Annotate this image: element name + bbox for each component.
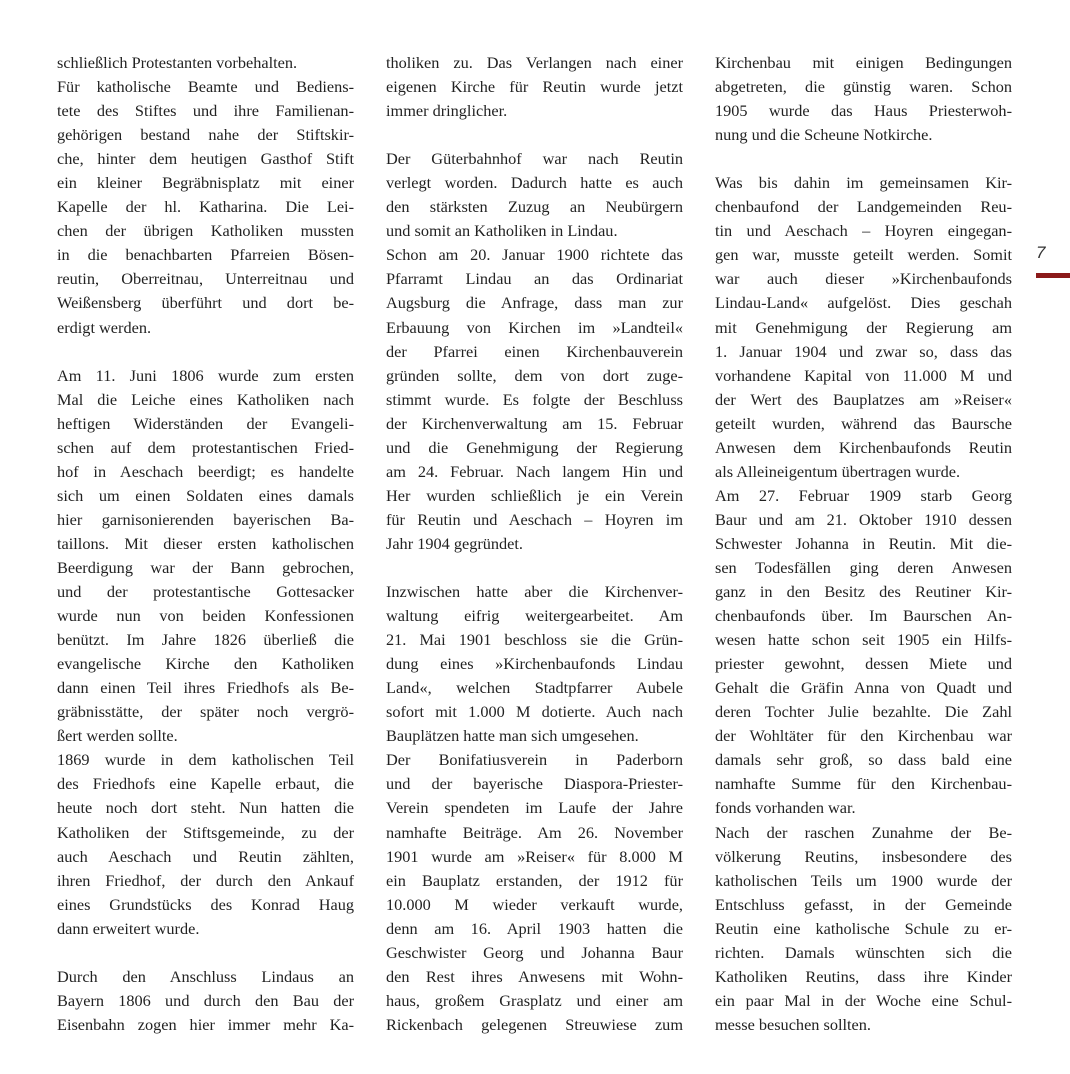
text-line: evangelische Kirche den Katholiken <box>57 654 354 674</box>
text-line: ßert werden sollte. <box>57 726 178 746</box>
text-line: eigenen Kirche für Reutin wurde jetzt <box>386 77 683 97</box>
text-line: Entschluss gefasst, in der Gemeinde <box>715 894 1012 914</box>
text-line: der Wohltäter für den Kirchenbau war <box>715 726 1012 746</box>
text-line: schen auf dem protestantischen Fried- <box>57 437 354 457</box>
page-marker-bar <box>1036 273 1070 278</box>
text-line: wurde nun von beiden Konfessionen <box>57 606 354 626</box>
text-line: Kapelle der hl. Katharina. Die Lei- <box>57 197 354 217</box>
text-line: ein kleiner Begräbnisplatz mit einer <box>57 173 354 193</box>
text-line: hier garnisonierenden bayerischen Ba- <box>57 509 354 529</box>
text-line: stimmt wurde. Es folgte der Beschluss <box>386 389 683 409</box>
text-line: tin und Aeschach – Hoyren eingegan- <box>715 221 1012 241</box>
text-line: Lindau-Land« aufgelöst. Dies geschah <box>715 293 1012 313</box>
text-line: Gehalt die Gräfin Anna von Quadt und <box>715 678 1012 698</box>
text-line: Jahr 1904 gegründet. <box>386 533 523 553</box>
text-line: Am 27. Februar 1909 starb Georg <box>715 485 1012 505</box>
text-line: erdigt werden. <box>57 317 152 337</box>
text-line: 21. Mai 1901 beschloss sie die Grün- <box>386 630 683 650</box>
text-line: Verein spendeten im Laufe der Jahre <box>386 798 683 818</box>
text-line: geteilt wurden, während das Baursche <box>715 413 1012 433</box>
text-line: 1905 wurde das Haus Priesterwoh- <box>715 101 1012 121</box>
text-line: Geschwister Georg und Johanna Baur <box>386 942 683 962</box>
text-line: tholiken zu. Das Verlangen nach einer <box>386 53 683 72</box>
text-line: 1. Januar 1904 und zwar so, dass das <box>715 341 1012 361</box>
text-line: damals sehr groß, so dass bald eine <box>715 750 1012 770</box>
text-line: Baur und am 21. Oktober 1910 dessen <box>715 509 1012 529</box>
text-line: Anwesen dem Kirchenbaufonds Reutin <box>715 437 1012 457</box>
text-line: dann erweitert wurde. <box>57 918 200 938</box>
text-line: Bauplätzen hatte man sich umgesehen. <box>386 726 639 746</box>
text-line: Der Güterbahnhof war nach Reutin <box>386 149 683 169</box>
text-line: der Wert des Bauplatzes am »Reiser« <box>715 389 1012 409</box>
text-line: waltung eifrig weitergearbeitet. Am <box>386 606 683 626</box>
text-line: Land«, welchen Stadtpfarrer Aubele <box>386 678 683 698</box>
text-line: namhafte Beiträge. Am 26. November <box>386 822 683 842</box>
text-line: Bayern 1806 und durch den Bau der <box>57 990 354 1010</box>
text-line: 1869 wurde in dem katholischen Teil <box>57 750 354 770</box>
text-line: fonds vorhanden war. <box>715 798 856 818</box>
text-line: Inzwischen hatte aber die Kirchenver- <box>386 582 683 602</box>
text-line: Der Bonifatiusverein in Paderborn <box>386 750 683 770</box>
paragraph-gap <box>57 941 354 965</box>
text-line: sich um einen Soldaten eines damals <box>57 485 354 505</box>
text-line: in die benachbarten Pfarreien Bösen- <box>57 245 354 265</box>
text-line: am 24. Februar. Nach langem Hin und <box>386 461 683 481</box>
text-line: chen der übrigen Katholiken mussten <box>57 221 354 241</box>
text-line: tete des Stiftes und ihre Familienan- <box>57 101 354 121</box>
text-line: eines Grundstücks des Konrad Haug <box>57 894 354 914</box>
text-line: hof in Aeschach beerdigt; es handelte <box>57 461 354 481</box>
text-line: und der protestantische Gottesacker <box>57 582 354 602</box>
text-line: dung eines »Kirchenbaufonds Lindau <box>386 654 683 674</box>
text-line: Beerdigung war der Bann gebrochen, <box>57 557 354 577</box>
text-line: der Kirchenverwaltung am 15. Februar <box>386 413 683 433</box>
text-line: für Reutin und Aeschach – Hoyren im <box>386 509 683 529</box>
text-line: verlegt worden. Dadurch hatte es auch <box>386 173 683 193</box>
text-line: gen war, musste geteilt werden. Somit <box>715 245 1012 265</box>
text-column-1 <box>57 51 354 1037</box>
text-line: Katholiken der Stiftsgemeinde, zu der <box>57 822 354 842</box>
text-line: richten. Damals wünschten sich die <box>715 942 1012 962</box>
text-line: Pfarramt Lindau an das Ordinariat <box>386 269 683 289</box>
text-line: taillons. Mit dieser ersten katholischen <box>57 533 354 553</box>
text-line: und der bayerische Diaspora-Priester- <box>386 774 683 794</box>
text-line: und somit an Katholiken in Lindau. <box>386 221 618 241</box>
text-line: der Pfarrei einen Kirchenbauverein <box>386 341 683 361</box>
text-line: haus, großem Grasplatz und einer am <box>386 990 683 1010</box>
text-line: nung und die Scheune Notkirche. <box>715 125 933 145</box>
text-line: und die Genehmigung der Regierung <box>386 437 683 457</box>
text-line: des Friedhofs eine Kapelle erbaut, die <box>57 774 354 794</box>
text-line: war auch dieser »Kirchenbaufonds <box>715 269 1012 289</box>
paragraph-gap <box>386 123 683 147</box>
text-line: namhafte Summe für den Kirchenbau- <box>715 774 1012 794</box>
text-line: Erbauung von Kirchen im »Landteil« <box>386 317 683 337</box>
text-line: messe besuchen sollten. <box>715 1014 871 1034</box>
text-line: ein Bauplatz erstanden, der 1912 für <box>386 870 683 890</box>
text-line: heute noch dort steht. Nun hatten die <box>57 798 354 818</box>
paragraph-gap <box>715 147 1012 171</box>
text-line: ganz in den Besitz des Reutiner Kir- <box>715 582 1012 602</box>
text-line: heftigen Widerständen der Evangeli- <box>57 413 354 433</box>
text-line: Kirchenbau mit einigen Bedingungen <box>715 53 1012 72</box>
text-line: deren Tochter Julie bezahlte. Die Zahl <box>715 702 1012 722</box>
text-line: ihren Friedhof, der durch den Ankauf <box>57 870 354 890</box>
text-line: sen Todesfällen ging deren Anwesen <box>715 557 1012 577</box>
text-line: gehörigen bestand nahe der Stiftskir- <box>57 125 354 145</box>
text-line: vorhandene Kapital von 11.000 M und <box>715 365 1012 385</box>
text-line: Durch den Anschluss Lindaus an <box>57 966 354 986</box>
text-line: benützt. Im Jahre 1826 überließ die <box>57 630 354 650</box>
text-line: katholischen Teils um 1900 wurde der <box>715 870 1012 890</box>
text-line: immer dringlicher. <box>386 101 508 121</box>
text-line: sofort mit 1.000 M dotierte. Auch nach <box>386 702 683 722</box>
text-line: Für katholische Beamte und Bediens- <box>57 77 354 97</box>
text-line: den Rest ihres Anwesens mit Wohn- <box>386 966 683 986</box>
text-line: auch Aeschach und Reutin zählten, <box>57 846 354 866</box>
text-line: che, hinter dem heutigen Gasthof Stift <box>57 149 354 169</box>
text-line: dann einen Teil ihres Friedhofs als Be- <box>57 678 354 698</box>
text-line: reutin, Oberreitnau, Unterreitnau und <box>57 269 354 289</box>
page-number: 7 <box>1036 243 1046 262</box>
text-line: chenbaufonds über. Im Baurschen An- <box>715 606 1012 626</box>
paragraph-gap <box>57 340 354 364</box>
text-line: Reutin eine katholische Schule zu er- <box>715 918 1012 938</box>
text-line: Eisenbahn zogen hier immer mehr Ka- <box>57 1014 354 1034</box>
text-line: Weißensberg überführt und dort be- <box>57 293 354 313</box>
text-line: Mal die Leiche eines Katholiken nach <box>57 389 354 409</box>
text-line: als Alleineigentum übertragen wurde. <box>715 461 961 481</box>
text-line: abgetreten, die günstig waren. Schon <box>715 77 1012 97</box>
text-line: ein paar Mal in der Woche eine Schul- <box>715 990 1012 1010</box>
text-line: denn am 16. April 1903 hatten die <box>386 918 683 938</box>
text-column-3 <box>715 51 1012 1037</box>
text-line: Schon am 20. Januar 1900 richtete das <box>386 245 683 265</box>
text-column-2 <box>386 51 683 1037</box>
text-line: 1901 wurde am »Reiser« für 8.000 M <box>386 846 683 866</box>
text-line: mit Genehmigung der Regierung am <box>715 317 1012 337</box>
text-line: Am 11. Juni 1806 wurde zum ersten <box>57 365 354 385</box>
text-line: priester gewohnt, dessen Miete und <box>715 654 1012 674</box>
text-line: den stärksten Zuzug an Neubürgern <box>386 197 683 217</box>
text-line: Augsburg die Anfrage, dass man zur <box>386 293 683 313</box>
text-line: Rickenbach gelegenen Streuwiese zum <box>386 1014 683 1034</box>
text-line: schließlich Protestanten vorbehalten. <box>57 53 298 72</box>
text-line: gräbnisstätte, der später noch vergrö- <box>57 702 354 722</box>
text-line: Was bis dahin im gemeinsamen Kir- <box>715 173 1012 193</box>
text-line: wesen hatte schon seit 1905 ein Hilfs- <box>715 630 1012 650</box>
text-line: Schwester Johanna in Reutin. Mit die- <box>715 533 1012 553</box>
text-line: Her wurden schließlich je ein Verein <box>386 485 683 505</box>
paragraph-gap <box>386 556 683 580</box>
text-line: chenbaufond der Landgemeinden Reu- <box>715 197 1012 217</box>
text-line: völkerung Reutins, insbesondere des <box>715 846 1012 866</box>
text-line: 10.000 M wieder verkauft wurde, <box>386 894 683 914</box>
text-line: gründen sollte, dem von dort zuge- <box>386 365 683 385</box>
text-line: Nach der raschen Zunahme der Be- <box>715 822 1012 842</box>
text-line: Katholiken Reutins, dass ihre Kinder <box>715 966 1012 986</box>
